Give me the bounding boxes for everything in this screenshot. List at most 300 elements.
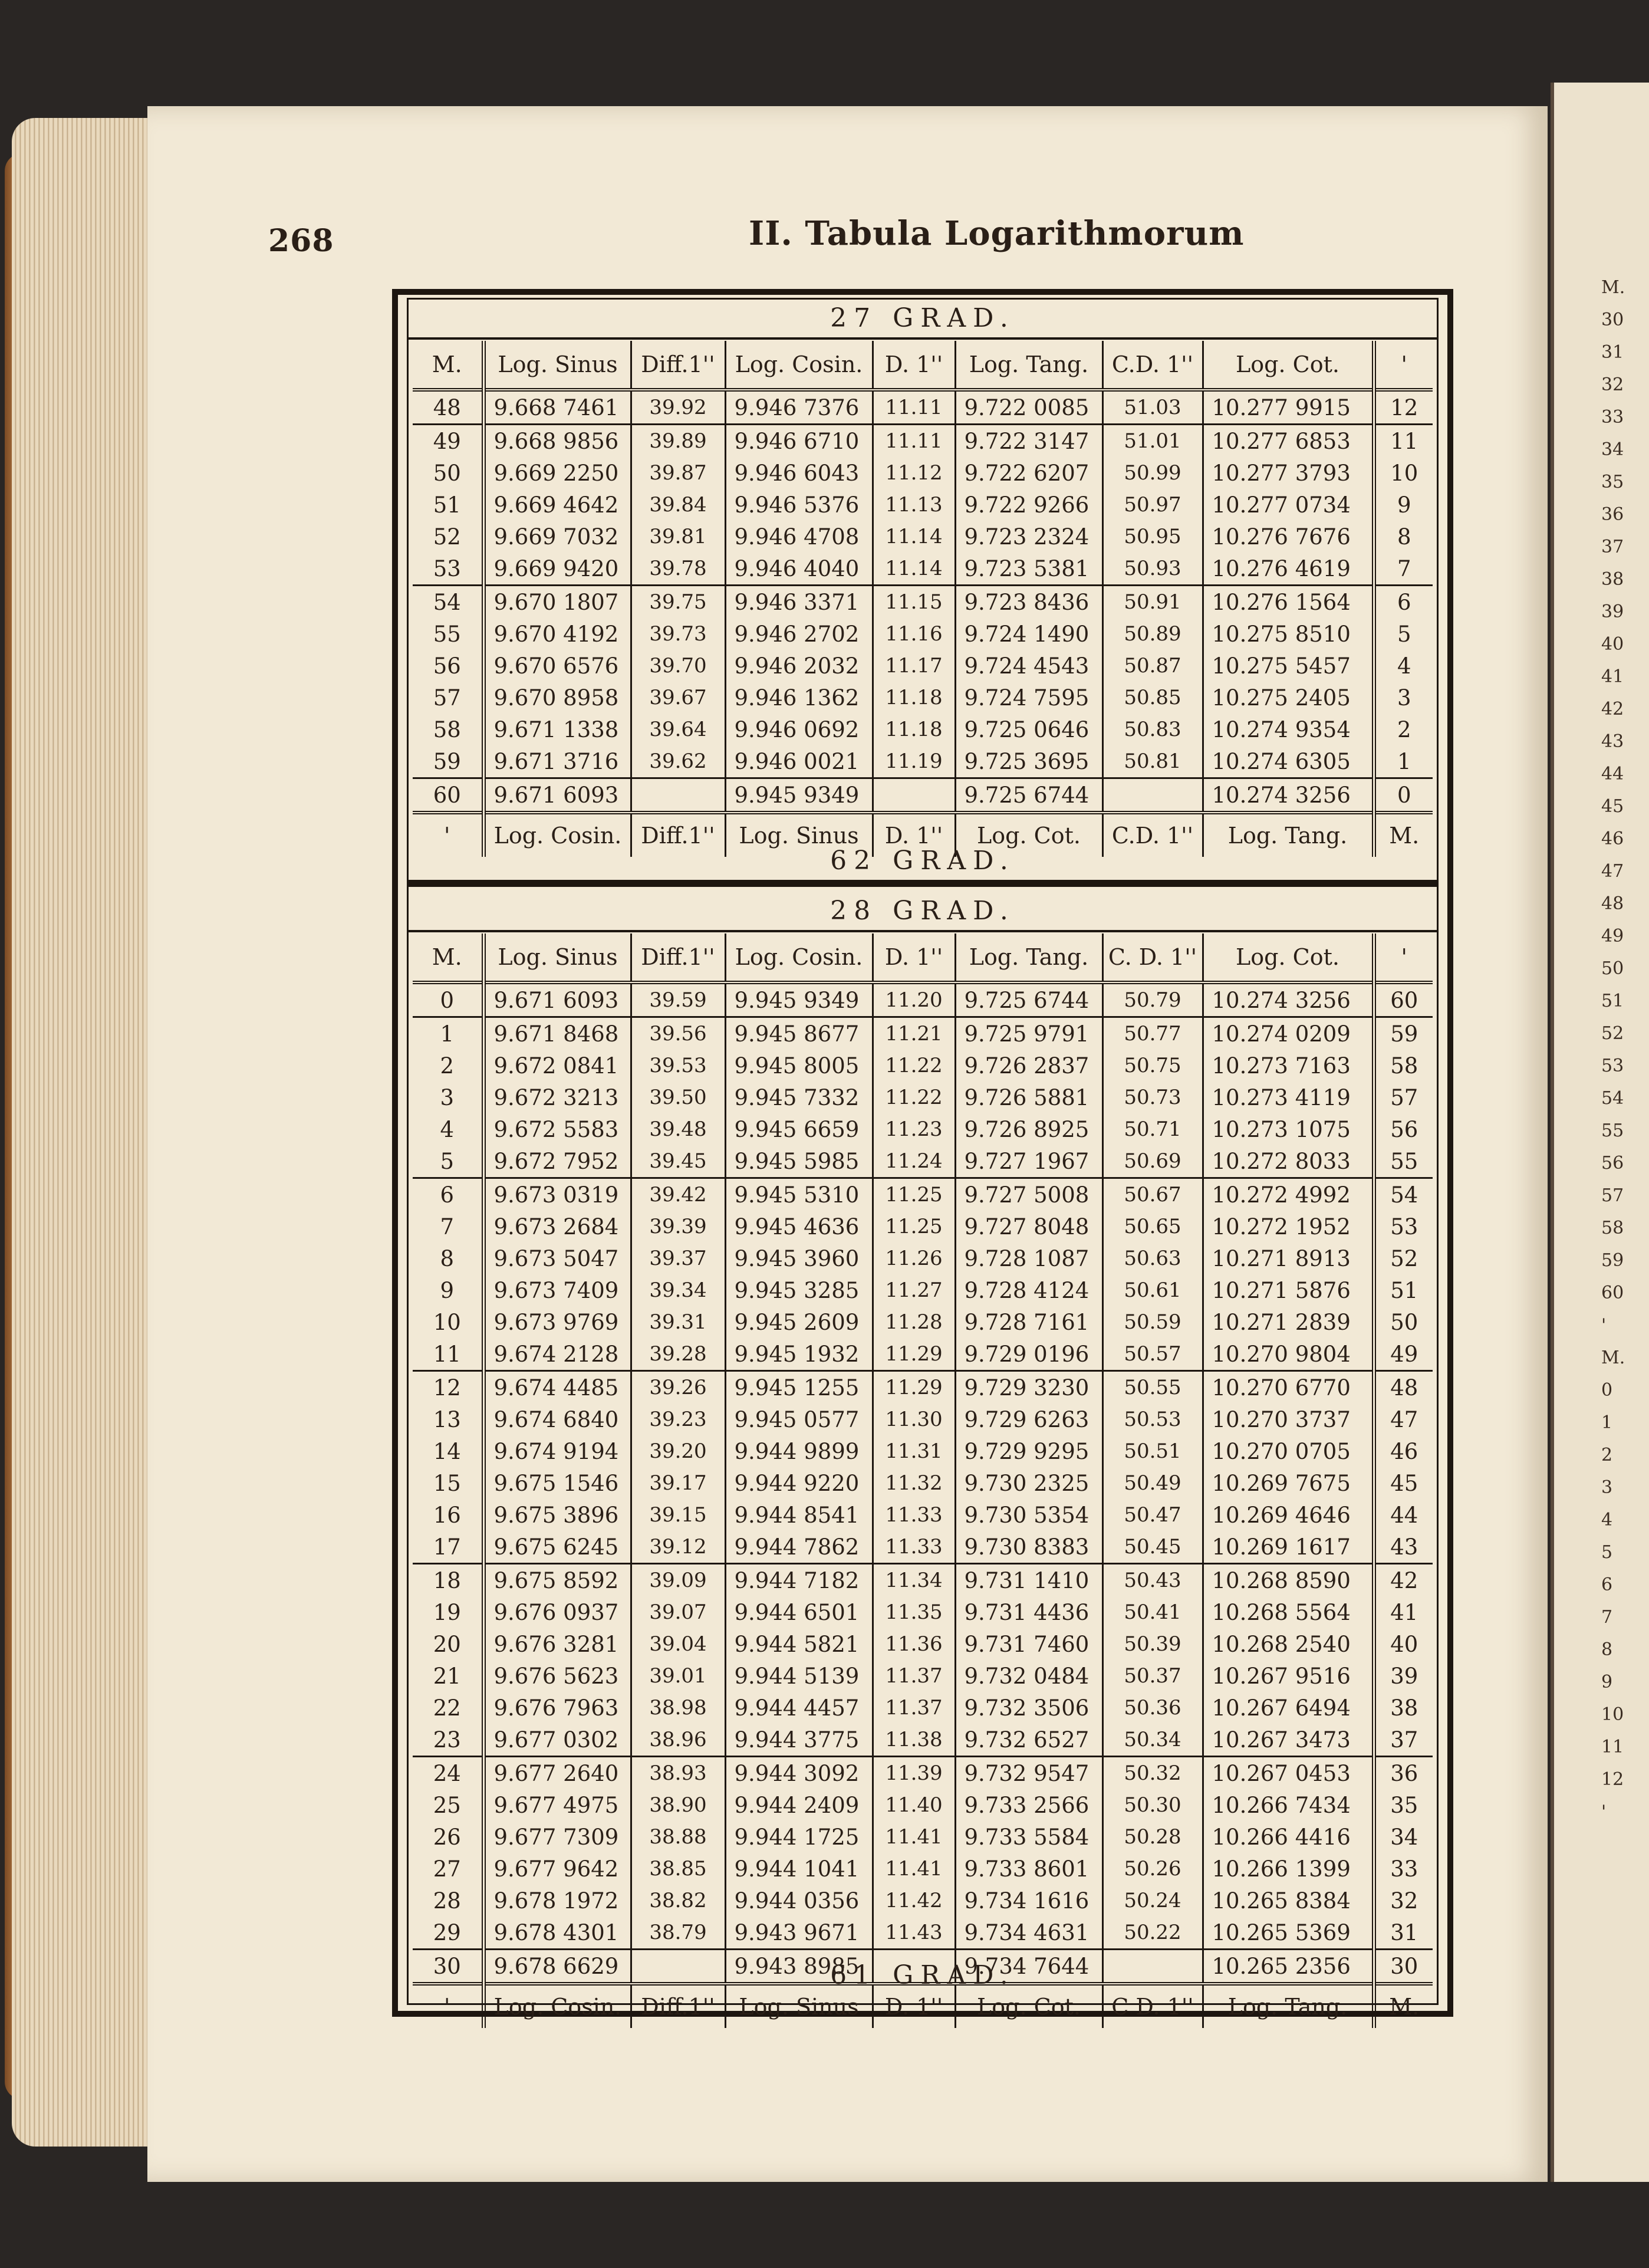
cell-cd-diff: 50.87 [1102,650,1203,682]
cell-log-tang: 9.733 2566 [955,1789,1102,1821]
cell-log-sinus: 9.675 1546 [483,1467,631,1499]
cell-log-cosin: 9.944 1041 [725,1853,873,1885]
cell-d-diff: 11.14 [873,553,955,586]
cell-minute: 19 [433,1599,461,1625]
table-row [413,1467,1433,1499]
cell-complement-minute: 55 [1374,1145,1433,1178]
cell-diff: 39.56 [631,1017,725,1050]
cell-log-sinus: 9.674 2128 [483,1338,631,1371]
cell-log-sinus: 9.674 4485 [483,1371,631,1404]
table-row [413,1017,1433,1050]
cell-complement-minute: 39 [1374,1660,1433,1692]
cell-d-diff: 11.26 [873,1243,955,1274]
header-log-cot: Log. Cot. [1203,341,1374,390]
cell-d-diff: 11.19 [873,745,955,778]
facing-page-minute: 60 [1601,1283,1624,1303]
cell-log-sinus: 9.672 3213 [483,1082,631,1113]
cell-log-sinus: 9.677 2640 [483,1757,631,1790]
table-row [413,1306,1433,1338]
cell-log-tang: 9.725 6744 [955,982,1102,1017]
facing-page-minute: 38 [1601,569,1624,590]
cell-log-tang: 9.722 9266 [955,489,1102,521]
page-number: 268 [268,223,334,259]
cell-complement-minute: 48 [1374,1371,1433,1404]
cell-log-sinus: 9.677 7309 [483,1821,631,1853]
cell-log-tang: 9.732 0484 [955,1660,1102,1692]
cell-log-tang: 9.730 8383 [955,1531,1102,1564]
cell-log-sinus: 9.676 0937 [483,1596,631,1628]
facing-page-minute: 12 [1601,1769,1624,1790]
book-page-edges [12,118,153,2147]
cell-log-cosin: 9.944 9899 [725,1435,873,1467]
footer-d-diff: D. 1'' [873,1984,955,2028]
cell-complement-minute: 60 [1374,982,1433,1017]
facing-page-minute: 46 [1601,829,1624,849]
cell-log-cot: 10.277 0734 [1203,489,1374,521]
cell-log-sinus: 9.678 6629 [483,1950,631,1984]
cell-log-sinus: 9.676 5623 [483,1660,631,1692]
table-row [413,1628,1433,1660]
cell-d-diff: 11.18 [873,714,955,745]
cell-log-cosin: 9.945 7332 [725,1082,873,1113]
cell-cd-diff: 50.43 [1102,1564,1203,1597]
cell-diff: 38.96 [631,1724,725,1757]
cell-cd-diff: 50.51 [1102,1435,1203,1467]
table-row [413,1724,1433,1757]
cell-log-cosin: 9.944 5821 [725,1628,873,1660]
facing-page-minute: 3 [1601,1477,1613,1498]
cell-log-cosin: 9.946 6710 [725,425,873,458]
cell-log-cot: 10.271 5876 [1203,1274,1374,1306]
table-row [413,1660,1433,1692]
cell-minute: 22 [433,1695,461,1721]
cell-complement-minute: 46 [1374,1435,1433,1467]
cell-d-diff: 11.36 [873,1628,955,1660]
cell-log-tang: 9.724 1490 [955,618,1102,650]
cell-log-cot: 10.273 7163 [1203,1050,1374,1082]
cell-cd-diff: 51.03 [1102,390,1203,425]
header-diff: Diff.1'' [631,934,725,982]
cell-d-diff: 11.24 [873,1145,955,1178]
cell-diff: 39.84 [631,489,725,521]
cell-cd-diff: 50.28 [1102,1821,1203,1853]
cell-log-cosin: 9.945 3285 [725,1274,873,1306]
cell-cd-diff: 50.37 [1102,1660,1203,1692]
footer-cd-diff: C D. 1'' [1102,1984,1203,2028]
cell-complement-minute: 45 [1374,1467,1433,1499]
cell-complement-minute: 3 [1374,682,1433,714]
cell-d-diff: 11.20 [873,982,955,1017]
cell-log-cot: 10.265 2356 [1203,1950,1374,1984]
cell-minute: 7 [440,1214,455,1240]
cell-log-cot: 10.273 1075 [1203,1113,1374,1145]
log-table-28-grad [413,934,1433,2028]
cell-d-diff: 11.11 [873,390,955,425]
cell-complement-minute: 40 [1374,1628,1433,1660]
cell-diff: 39.89 [631,425,725,458]
cell-d-diff: 11.22 [873,1050,955,1082]
table-row [413,457,1433,489]
cell-log-cosin: 9.946 0021 [725,745,873,778]
facing-page-minute: 33 [1601,407,1624,428]
cell-log-cosin: 9.944 0356 [725,1885,873,1917]
facing-page-minute: 49 [1601,926,1624,946]
cell-log-sinus: 9.671 6093 [483,778,631,813]
header-complement-minute: ' [1374,341,1433,390]
footer-log-cosin: Log. Sinus [725,813,873,857]
cell-d-diff: 11.15 [873,586,955,619]
facing-page-minute: 10 [1601,1704,1624,1725]
grad-title-61: 61 GRAD. [830,1960,1015,1990]
cell-diff: 39.50 [631,1082,725,1113]
cell-log-tang: 9.724 7595 [955,682,1102,714]
cell-minute: 60 [433,782,461,808]
table-row [413,586,1433,619]
cell-d-diff: 11.25 [873,1211,955,1243]
cell-log-tang: 9.727 5008 [955,1178,1102,1211]
footer-minute: ' [413,813,483,857]
header-log-tang: Log. Tang. [955,341,1102,390]
cell-diff: 39.09 [631,1564,725,1597]
cell-d-diff: 11.28 [873,1306,955,1338]
cell-log-cot: 10.267 9516 [1203,1660,1374,1692]
cell-log-tang: 9.732 6527 [955,1724,1102,1757]
cell-minute: 9 [440,1277,455,1303]
cell-minute: 15 [433,1470,461,1496]
cell-complement-minute: 1 [1374,745,1433,778]
cell-minute: 52 [433,524,461,550]
cell-log-cot: 10.273 4119 [1203,1082,1374,1113]
table-row [413,1821,1433,1853]
cell-minute: 24 [433,1760,461,1786]
cell-log-cot: 10.274 3256 [1203,982,1374,1017]
section-divider [407,880,1439,887]
cell-log-cosin: 9.945 8005 [725,1050,873,1082]
cell-minute: 12 [433,1375,461,1401]
cell-minute: 2 [440,1053,455,1079]
cell-log-cot: 10.269 4646 [1203,1499,1374,1531]
cell-log-tang: 9.726 8925 [955,1113,1102,1145]
facing-page-minute: 52 [1601,1023,1624,1044]
table-row [413,778,1433,813]
cell-log-cot: 10.268 5564 [1203,1596,1374,1628]
cell-cd-diff [1102,778,1203,813]
cell-log-tang: 9.731 1410 [955,1564,1102,1597]
cell-log-cot: 10.267 6494 [1203,1692,1374,1724]
cell-cd-diff: 50.49 [1102,1467,1203,1499]
cell-log-cot: 10.277 9915 [1203,390,1374,425]
facing-page-minute: 39 [1601,601,1624,622]
cell-log-sinus: 9.672 7952 [483,1145,631,1178]
cell-log-cot: 10.267 0453 [1203,1757,1374,1790]
grad-title-27: 27 GRAD. [830,303,1015,333]
table-row [413,682,1433,714]
cell-diff [631,778,725,813]
cell-d-diff: 11.29 [873,1371,955,1404]
facing-page-minute: ' [1601,1315,1607,1336]
cell-log-tang: 9.732 3506 [955,1692,1102,1724]
cell-complement-minute: 30 [1374,1950,1433,1984]
cell-complement-minute: 59 [1374,1017,1433,1050]
cell-log-cosin: 9.944 5139 [725,1660,873,1692]
cell-log-sinus: 9.676 7963 [483,1692,631,1724]
cell-d-diff: 11.40 [873,1789,955,1821]
cell-log-cosin: 9.945 1932 [725,1338,873,1371]
cell-cd-diff: 50.39 [1102,1628,1203,1660]
cell-cd-diff: 50.30 [1102,1789,1203,1821]
table-row [413,1145,1433,1178]
cell-cd-diff: 50.34 [1102,1724,1203,1757]
cell-complement-minute: 0 [1374,778,1433,813]
cell-log-sinus: 9.668 9856 [483,425,631,458]
cell-log-sinus: 9.669 7032 [483,521,631,553]
cell-d-diff: 11.33 [873,1499,955,1531]
cell-log-cot: 10.274 0209 [1203,1017,1374,1050]
cell-d-diff: 11.22 [873,1082,955,1113]
table-row [413,1050,1433,1082]
cell-log-sinus: 9.670 4192 [483,618,631,650]
footer-diff: Diff.1'' [631,1984,725,2028]
cell-cd-diff: 50.79 [1102,982,1203,1017]
cell-cd-diff: 50.71 [1102,1113,1203,1145]
header-log-sinus: Log. Sinus [483,934,631,982]
table-row [413,745,1433,778]
cell-log-tang: 9.728 7161 [955,1306,1102,1338]
cell-d-diff: 11.17 [873,650,955,682]
cell-log-cosin: 9.945 9349 [725,982,873,1017]
cell-log-cosin: 9.946 3371 [725,586,873,619]
cell-d-diff: 11.39 [873,1757,955,1790]
cell-minute: 59 [413,745,483,778]
cell-log-cot: 10.268 8590 [1203,1564,1374,1597]
cell-log-cosin: 9.945 5310 [725,1178,873,1211]
cell-diff: 38.93 [631,1757,725,1790]
cell-log-sinus: 9.670 8958 [483,682,631,714]
cell-complement-minute: 10 [1374,457,1433,489]
facing-page-minute: 58 [1601,1218,1624,1238]
cell-log-cot: 10.270 3737 [1203,1403,1374,1435]
cell-log-tang: 9.731 7460 [955,1628,1102,1660]
footer-minute: ' [413,1984,483,2028]
grad-title-62: 62 GRAD. [830,846,1015,876]
cell-cd-diff: 50.91 [1102,586,1203,619]
facing-page-minute: 56 [1601,1153,1624,1174]
cell-d-diff: 11.27 [873,1274,955,1306]
footer-log-cot: Log. Tang. [1203,1984,1374,2028]
cell-log-cosin: 9.946 5376 [725,489,873,521]
cell-minute: 56 [433,653,461,679]
cell-cd-diff: 50.53 [1102,1403,1203,1435]
cell-diff: 39.31 [631,1306,725,1338]
cell-minute: 23 [413,1724,483,1757]
cell-log-sinus: 9.671 3716 [483,745,631,778]
table-row [413,1564,1433,1597]
facing-page-minute: 40 [1601,634,1624,655]
cell-complement-minute: 53 [1374,1211,1433,1243]
cell-complement-minute: 4 [1374,650,1433,682]
facing-page-minute: 47 [1601,861,1624,882]
cell-log-sinus: 9.677 9642 [483,1853,631,1885]
cell-log-sinus: 9.673 5047 [483,1243,631,1274]
cell-log-cosin: 9.946 1362 [725,682,873,714]
cell-log-tang: 9.726 5881 [955,1082,1102,1113]
cell-complement-minute: 33 [1374,1853,1433,1885]
cell-log-cot: 10.272 8033 [1203,1145,1374,1178]
header-complement-minute: ' [1374,934,1433,982]
header-log-tang: Log. Tang. [955,934,1102,982]
cell-complement-minute: 6 [1374,586,1433,619]
cell-cd-diff: 50.85 [1102,682,1203,714]
cell-diff: 39.34 [631,1274,725,1306]
cell-log-cot: 10.275 5457 [1203,650,1374,682]
cell-minute: 5 [413,1145,483,1178]
cell-complement-minute: 5 [1374,618,1433,650]
cell-d-diff: 11.23 [873,1113,955,1145]
cell-cd-diff: 50.59 [1102,1306,1203,1338]
cell-log-sinus: 9.673 2684 [483,1211,631,1243]
facing-page-minute: 50 [1601,958,1624,979]
cell-log-tang: 9.727 1967 [955,1145,1102,1178]
facing-page-minute: 53 [1601,1056,1624,1076]
header-log-sinus: Log. Sinus [483,341,631,390]
cell-minute: 6 [440,1182,455,1208]
cell-log-sinus: 9.671 6093 [483,982,631,1017]
cell-minute: 48 [413,390,483,425]
header-d-diff: D. 1'' [873,934,955,982]
cell-log-cosin: 9.945 9349 [725,778,873,813]
cell-cd-diff: 50.97 [1102,489,1203,521]
grad-rule [407,930,1439,932]
cell-log-sinus: 9.672 5583 [483,1113,631,1145]
grad-title-28: 28 GRAD. [830,896,1015,926]
cell-log-cot: 10.277 3793 [1203,457,1374,489]
facing-page-minute: 6 [1601,1575,1613,1595]
cell-log-cosin: 9.944 1725 [725,1821,873,1853]
cell-diff: 39.59 [631,982,725,1017]
cell-log-cot: 10.266 4416 [1203,1821,1374,1853]
table-row [413,1596,1433,1628]
cell-diff: 39.64 [631,714,725,745]
table-row [413,1917,1433,1950]
header-log-cosin: Log. Cosin. [725,341,873,390]
cell-d-diff: 11.12 [873,457,955,489]
cell-d-diff: 11.41 [873,1821,955,1853]
cell-log-sinus: 9.669 4642 [483,489,631,521]
cell-log-cosin: 9.946 2032 [725,650,873,682]
cell-complement-minute: 7 [1374,553,1433,586]
footer-cd-diff: C.D. 1'' [1102,813,1203,857]
header-diff: Diff.1'' [631,341,725,390]
cell-log-cot: 10.272 1952 [1203,1211,1374,1243]
cell-diff: 39.12 [631,1531,725,1564]
cell-minute: 4 [440,1116,455,1142]
cell-minute: 21 [433,1663,461,1689]
cell-d-diff: 11.32 [873,1467,955,1499]
table-row [413,1789,1433,1821]
cell-diff: 38.85 [631,1853,725,1885]
cell-log-sinus: 9.671 8468 [483,1017,631,1050]
facing-page-minute: 43 [1601,731,1624,752]
table-row [413,1178,1433,1211]
facing-page-column [1601,271,1649,1828]
cell-complement-minute: 11 [1374,425,1433,458]
cell-diff: 39.75 [631,586,725,619]
cell-diff: 39.39 [631,1211,725,1243]
cell-minute: 30 [433,1953,461,1979]
cell-log-sinus: 9.669 2250 [483,457,631,489]
cell-complement-minute: 47 [1374,1403,1433,1435]
cell-log-sinus: 9.677 4975 [483,1789,631,1821]
cell-log-cot: 10.271 8913 [1203,1243,1374,1274]
cell-minute: 14 [433,1438,461,1464]
header-log-cosin: Log. Cosin. [725,934,873,982]
cell-diff: 39.87 [631,457,725,489]
cell-minute: 27 [433,1856,461,1882]
cell-log-cot: 10.274 6305 [1203,745,1374,778]
cell-diff: 39.45 [631,1145,725,1178]
facing-page-minute: 37 [1601,537,1624,557]
cell-log-cot: 10.274 3256 [1203,778,1374,813]
cell-diff: 39.67 [631,682,725,714]
cell-log-sinus: 9.670 1807 [483,586,631,619]
cell-log-cot: 10.271 2839 [1203,1306,1374,1338]
table-row [413,489,1433,521]
facing-page-minute: 35 [1601,472,1624,492]
cell-diff: 39.15 [631,1499,725,1531]
table-row [413,1274,1433,1306]
facing-page-edge [1551,83,1649,2182]
cell-d-diff: 11.42 [873,1885,955,1917]
facing-page-minute: 45 [1601,796,1624,817]
table-row [413,521,1433,553]
cell-log-sinus: 9.674 9194 [483,1435,631,1467]
cell-log-cosin: 9.946 7376 [725,390,873,425]
cell-minute: 58 [433,716,461,742]
cell-log-tang: 9.723 8436 [955,586,1102,619]
facing-page-minute: 55 [1601,1120,1624,1141]
facing-page-minute: 59 [1601,1250,1624,1271]
cell-log-tang: 9.725 3695 [955,745,1102,778]
cell-diff: 39.26 [631,1371,725,1404]
facing-page-minute: 42 [1601,699,1624,719]
facing-page-minute: 34 [1601,439,1624,460]
facing-page-minute: 7 [1601,1607,1613,1628]
cell-minute: 20 [433,1631,461,1657]
cell-cd-diff: 50.77 [1102,1017,1203,1050]
cell-log-cot: 10.269 7675 [1203,1467,1374,1499]
table-row [413,425,1433,458]
cell-complement-minute: 9 [1374,489,1433,521]
cell-log-tang: 9.725 6744 [955,778,1102,813]
cell-cd-diff: 50.24 [1102,1885,1203,1917]
facing-page-minute: 51 [1601,991,1624,1011]
cell-minute: 26 [433,1824,461,1850]
cell-log-sinus: 9.676 3281 [483,1628,631,1660]
cell-log-tang: 9.723 2324 [955,521,1102,553]
facing-page-minute: 4 [1601,1510,1613,1530]
cell-diff: 39.17 [631,1467,725,1499]
table-row [413,1082,1433,1113]
footer-log-cot: Log. Tang. [1203,813,1374,857]
table-row [413,553,1433,586]
cell-log-cosin: 9.944 4457 [725,1692,873,1724]
table-row [413,1885,1433,1917]
table-row [413,1692,1433,1724]
footer-log-cosin: Log. Sinus [725,1984,873,2028]
cell-complement-minute: 57 [1374,1082,1433,1113]
table-row [413,1403,1433,1435]
cell-diff: 39.48 [631,1113,725,1145]
